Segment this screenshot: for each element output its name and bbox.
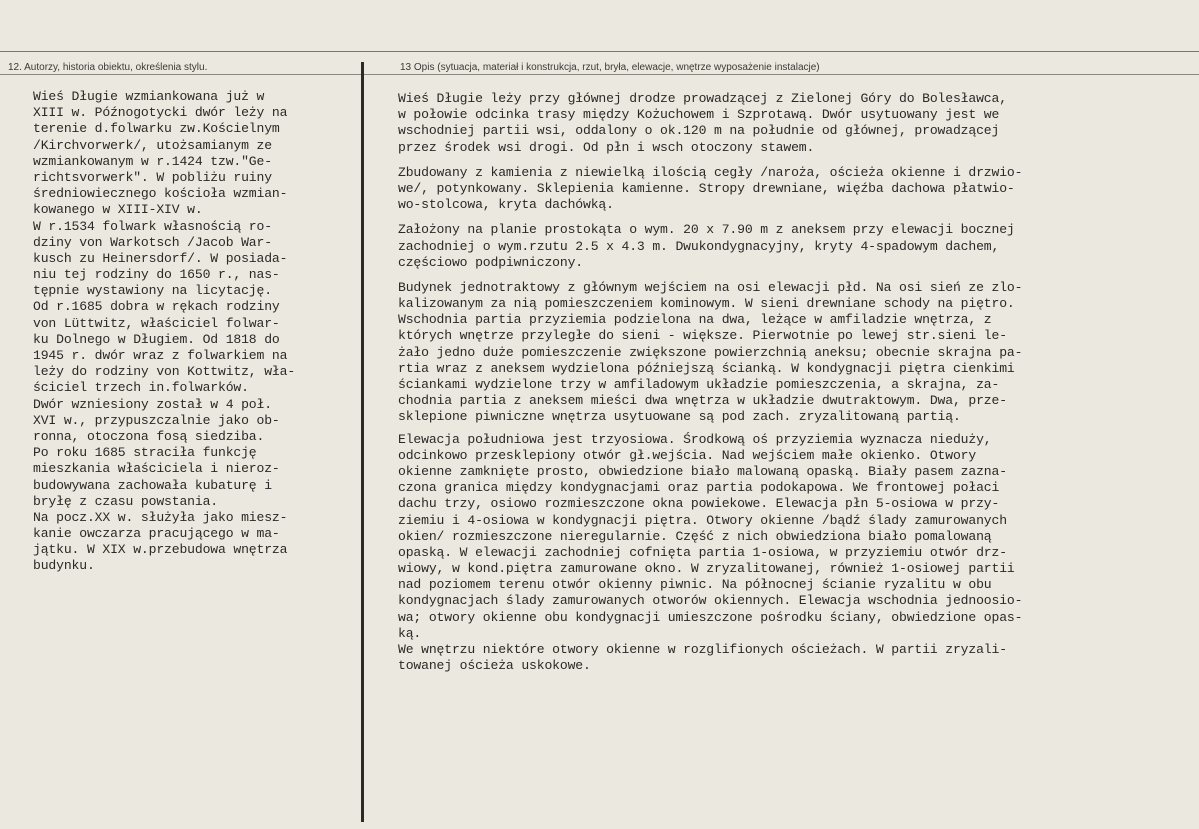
description-line: wiowy, w kond.piętra zamurowane okno. W zryzalitowanej, również 1-osiowej partii	[398, 561, 1015, 577]
history-line: ściciel trzech in.folwarków.	[33, 380, 249, 396]
history-line: mieszkania właściciela i nieroz-	[33, 461, 280, 477]
description-line: odcinkowo przesklepiony otwór gł.wejścia. Nad wejściem małe okienko. Otwory	[398, 447, 977, 463]
top-rule	[0, 51, 1199, 52]
description-paragraph	[398, 165, 1195, 214]
description-line: okien/ rozmieszczone nieregularnie. Część z nich obwiedziona biało pomalowaną	[398, 528, 992, 544]
history-line: leży do rodziny von Kottwitz, wła-	[33, 364, 296, 380]
history-line: budynku.	[33, 558, 95, 574]
description-line: zachodniej o wym.rzutu 2.5 x 4.3 m. Dwukondygnacyjny, kryty 4-spadowym dachem,	[398, 238, 1000, 254]
history-line: ku Dolnego w Długiem. Od 1818 do	[33, 331, 280, 347]
header-rule	[0, 74, 1199, 75]
history-line: kowanego w XIII-XIV w.	[33, 202, 203, 218]
description-line: we/, potynkowany. Sklepienia kamienne. Stropy drewniane, więźba dachowa płatwio-	[398, 180, 1015, 196]
history-line: 1945 r. dwór wraz z folwarkiem na	[33, 348, 288, 363]
description-line: chodnia partia z aneksem mieści dwa wnętrza w układzie dwutraktowym. Dwa, prze-	[398, 393, 1007, 409]
description-line: ziemiu i 4-osiowa w kondygnacji piętra. Otwory okienne /bądź ślady zamurowanych	[398, 512, 1007, 528]
description-line: opaską. W elewacji zachodniej cofnięta partia 1-osiowa, w przyziemiu otwór drz-	[398, 544, 1007, 560]
description-line: nad poziomem terenu otwór okienny piwnic. Na północnej ścianie ryzalitu w obu	[398, 577, 992, 593]
description-paragraph	[398, 91, 1195, 156]
description-line: wschodniej partii wsi, oddalony o ok.120 m na południe od głównej, prowadzącej	[398, 123, 1000, 139]
description-line: wa; otwory okienne obu kondygnacji umieszczone pośrodku ściany, obwiedzione opas-	[398, 609, 1023, 625]
history-line: dziny von Warkotsch /Jacob War-	[33, 234, 272, 250]
history-line: kusch zu Heinersdorf/. W posiada-	[33, 250, 288, 266]
history-line: /Kirchvorwerk/, utożsamianym ze	[33, 137, 272, 153]
description-line: przez środek wsi drogi. Od płn i wsch otoczony stawem.	[398, 139, 815, 155]
history-line: Po roku 1685 straciła funkcję	[33, 445, 257, 461]
description-line: We wnętrzu niektóre otwory okienne w rozglifionych ościeżach. W partii zryzali-	[398, 642, 1007, 657]
description-paragraph	[398, 222, 1195, 271]
description-line: wo-stolcowa, kryta dachówką.	[398, 197, 614, 213]
history-line: jątku. W XIX w.przebudowa wnętrza	[33, 542, 288, 558]
description-line: Założony na planie prostokąta o wym. 20 x 7.90 m z aneksem przy elewacji bocznej	[398, 222, 1015, 238]
description-line: Budynek jednotraktowy z głównym wejściem na osi elewacji płd. Na osi sień ze zlo-	[398, 279, 1023, 295]
description-line: których wnętrze przyległe do sieni - większe. Pierwotnie po lewej str.sieni le-	[398, 328, 1007, 344]
description-line: czona granica między kondygnacjami oraz partia podokapowa. We frontowej połaci	[398, 480, 1000, 496]
paragraph-gap	[398, 213, 1195, 222]
column-divider	[361, 62, 364, 822]
section-13-header: 13 Opis (sytuacja, materiał i konstrukcja, rzut, bryła, elewacje, wnętrze wyposażenie instalacje)	[400, 62, 820, 73]
history-line: richtsvorwerk". W pobliżu ruiny	[33, 169, 272, 185]
history-line: budowywana zachowała kubaturę i	[33, 477, 272, 493]
history-column	[33, 89, 359, 575]
history-line: terenie d.folwarku zw.Kościelnym	[33, 121, 280, 137]
description-line: ściankami wydzielone trzy w amfiladowym układzie pomieszczenia, a skrajna, za-	[398, 377, 1000, 392]
section-12-header: 12. Autorzy, historia obiektu, określenia stylu.	[8, 62, 208, 73]
description-line: częściowo podpiwniczony.	[398, 254, 583, 270]
description-line: okienne zamknięte prosto, obwiedzione biało malowaną opaską. Biały pasem zazna-	[398, 463, 1007, 479]
history-line: XIII w. Późnogotycki dwór leży na	[33, 105, 288, 121]
description-line: kalizowanym za nią pomieszczeniem kominowym. W sieni drewniane schody na piętro.	[398, 296, 1015, 312]
description-line: w połowie odcinka trasy między Kożuchowem i Szprotawą. Dwór usytuowany jest we	[398, 107, 1000, 123]
history-line: Wieś Długie wzmiankowana już w	[33, 89, 265, 104]
description-column	[398, 91, 1195, 674]
history-line: kanie owczarza pracującego w ma-	[33, 526, 280, 542]
description-paragraph	[398, 432, 1195, 675]
description-line: Wieś Długie leży przy głównej drodze prowadzącej z Zielonej Góry do Bolesławca,	[398, 91, 1007, 106]
description-line: towanej ościeża uskokowe.	[398, 658, 591, 674]
history-line: Na pocz.XX w. służyła jako miesz-	[33, 509, 288, 525]
history-line: wzmiankowanym w r.1424 tzw."Ge-	[33, 153, 272, 169]
description-line: Wschodnia partia przyziemia podzielona na dwa, leżące w amfiladzie wnętrza, z	[398, 312, 992, 328]
history-line: bryłę z czasu powstania.	[33, 493, 218, 509]
history-line: XVI w., przypuszczalnie jako ob-	[33, 412, 280, 428]
description-line: sklepione piwniczne wnętrza usytuowane są pod zach. zryzalitowaną partią.	[398, 409, 961, 425]
paragraph-gap	[398, 156, 1195, 165]
description-line: kondygnacjach ślady zamurowanych otworów okiennych. Elewacja wschodnia jednoosio-	[398, 593, 1023, 609]
history-line: średniowiecznego kościoła wzmian-	[33, 186, 288, 202]
history-line: Od r.1685 dobra w rękach rodziny	[33, 299, 280, 315]
history-line: ronna, otoczona fosą siedziba.	[33, 428, 265, 444]
history-line: W r.1534 folwark własnością ro-	[33, 218, 272, 234]
description-line: ką.	[398, 625, 422, 641]
description-line: Zbudowany z kamienia z niewielką ilością cegły /naroża, ościeża okienne i drzwio-	[398, 164, 1023, 180]
paragraph-gap	[398, 271, 1195, 280]
history-line: tępnie wystawiony na licytację.	[33, 283, 272, 299]
history-line: von Lüttwitz, właściciel folwar-	[33, 315, 280, 331]
description-paragraph	[398, 280, 1195, 426]
description-line: Elewacja południowa jest trzyosiowa. Środkową oś przyziemia wyznacza nieduży,	[398, 431, 992, 447]
history-line: Dwór wzniesiony został w 4 poł.	[33, 396, 272, 412]
description-line: dachu trzy, osiowo rozmieszczone okna powiekowe. Elewacja płn 5-osiowa w przy-	[398, 496, 1000, 512]
history-line: niu tej rodziny do 1650 r., nas-	[33, 267, 280, 283]
description-line: żało jedno duże pomieszczenie zwiększone powierzchnią aneksu; obecnie skrajna pa-	[398, 344, 1023, 360]
description-line: rtia wraz z aneksem wydzielona późniejszą ścianką. W kondygnacji piętra cienkimi	[398, 360, 1015, 376]
